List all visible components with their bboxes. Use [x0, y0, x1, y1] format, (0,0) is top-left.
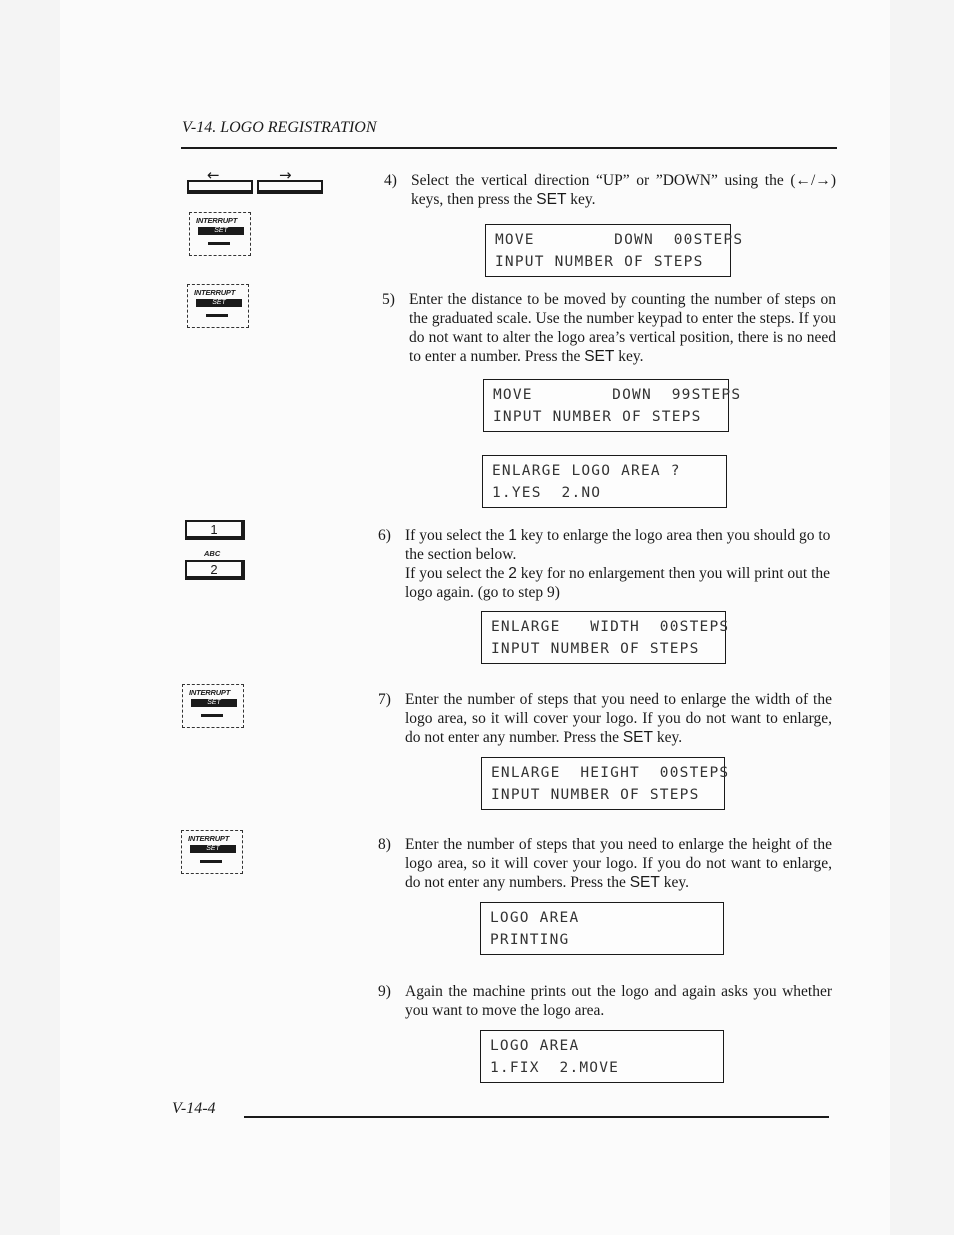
step-number: 6)	[378, 527, 391, 544]
header-rule	[181, 147, 837, 149]
step-4	[384, 171, 836, 209]
arrow-keys-illustration	[187, 166, 327, 200]
lcd-line-1: MOVE DOWN 99STEPS	[493, 387, 742, 403]
lcd-line-1: MOVE DOWN 00STEPS	[495, 232, 744, 248]
lcd-line-2: INPUT NUMBER OF STEPS	[491, 787, 700, 803]
step-number: 9)	[378, 983, 391, 1000]
lcd-line-2: 1.FIX 2.MOVE	[490, 1060, 620, 1076]
section-title: V-14. LOGO REGISTRATION	[182, 119, 377, 136]
left-arrow-key	[187, 180, 253, 194]
key-indicator	[206, 314, 228, 317]
key-indicator	[208, 242, 230, 245]
key-indicator	[200, 860, 222, 863]
step-9	[378, 982, 832, 1020]
step-6	[378, 526, 832, 602]
lcd-display	[482, 455, 727, 508]
step-8	[378, 835, 832, 892]
lcd-display	[485, 224, 744, 277]
step-text: Enter the number of steps that you need to enlarge the height of the logo area, so it will cover your logo. If you do not want to enlarge, do not enter any numbers. Press the SET key.	[405, 836, 832, 891]
interrupt-set-key	[189, 212, 251, 256]
lcd-display	[480, 902, 724, 955]
interrupt-label: INTERRUPT	[189, 688, 231, 697]
right-arrow-key	[257, 180, 323, 194]
lcd-line-1: LOGO AREA	[490, 1038, 580, 1054]
step-text: Enter the number of steps that you need to enlarge the width of the logo area, so it will cover your logo. If you do not want to enlarge, do not enter any number. Press the SET key.	[405, 691, 832, 746]
lcd-line-2: PRINTING	[490, 932, 570, 948]
step-text: Select the vertical direction “UP” or ”DOWN” using the (←/→) keys, then press the SET key.	[411, 172, 836, 208]
key-2-sublabel: ABC	[204, 549, 221, 558]
step-text: If you select the 1 key to enlarge the logo area then you should go to the section below. If you select the 2 key for no enlargement then you will print out the logo again. (go to step 9)	[405, 527, 831, 601]
step-number: 7)	[378, 691, 391, 708]
interrupt-set-key	[187, 284, 249, 328]
interrupt-label: INTERRUPT	[188, 834, 230, 843]
lcd-line-1: ENLARGE HEIGHT 00STEPS	[491, 765, 730, 781]
number-key-1: 1	[185, 520, 245, 540]
right-arrow-icon: →	[279, 166, 292, 184]
lcd-display	[483, 379, 742, 432]
interrupt-set-key	[181, 830, 243, 874]
lcd-line-2: INPUT NUMBER OF STEPS	[491, 641, 700, 657]
set-label: SET	[190, 845, 236, 853]
left-arrow-icon: ←	[207, 166, 220, 184]
step-text: Again the machine prints out the logo and again asks you whether you want to move the logo area.	[405, 983, 832, 1019]
lcd-line-1: ENLARGE LOGO AREA ?	[492, 463, 681, 479]
set-label: SET	[191, 699, 237, 707]
lcd-line-1: ENLARGE WIDTH 00STEPS	[491, 619, 730, 635]
lcd-line-1: LOGO AREA	[490, 910, 580, 926]
step-5	[382, 290, 836, 366]
key-indicator	[201, 714, 223, 717]
set-label: SET	[196, 299, 242, 307]
step-text: Enter the distance to be moved by counting the number of steps on the graduated scale. Use the number keypad to enter the steps. If you do not want to alter the logo area’s vertical position, there is no need to enter a number. Press the SET key.	[409, 291, 836, 365]
interrupt-label: INTERRUPT	[196, 216, 238, 225]
number-key-2: 2	[185, 560, 245, 580]
lcd-display	[481, 757, 730, 810]
lcd-line-2: INPUT NUMBER OF STEPS	[495, 254, 704, 270]
interrupt-set-key	[182, 684, 244, 728]
lcd-line-2: 1.YES 2.NO	[492, 485, 602, 501]
step-number: 5)	[382, 291, 395, 308]
interrupt-label: INTERRUPT	[194, 288, 236, 297]
lcd-line-2: INPUT NUMBER OF STEPS	[493, 409, 702, 425]
footer-rule	[244, 1116, 829, 1118]
lcd-display	[481, 611, 730, 664]
step-7	[378, 690, 832, 747]
lcd-display	[480, 1030, 724, 1083]
page-number: V-14-4	[172, 1100, 216, 1117]
step-number: 8)	[378, 836, 391, 853]
set-label: SET	[198, 227, 244, 235]
step-number: 4)	[384, 172, 397, 189]
